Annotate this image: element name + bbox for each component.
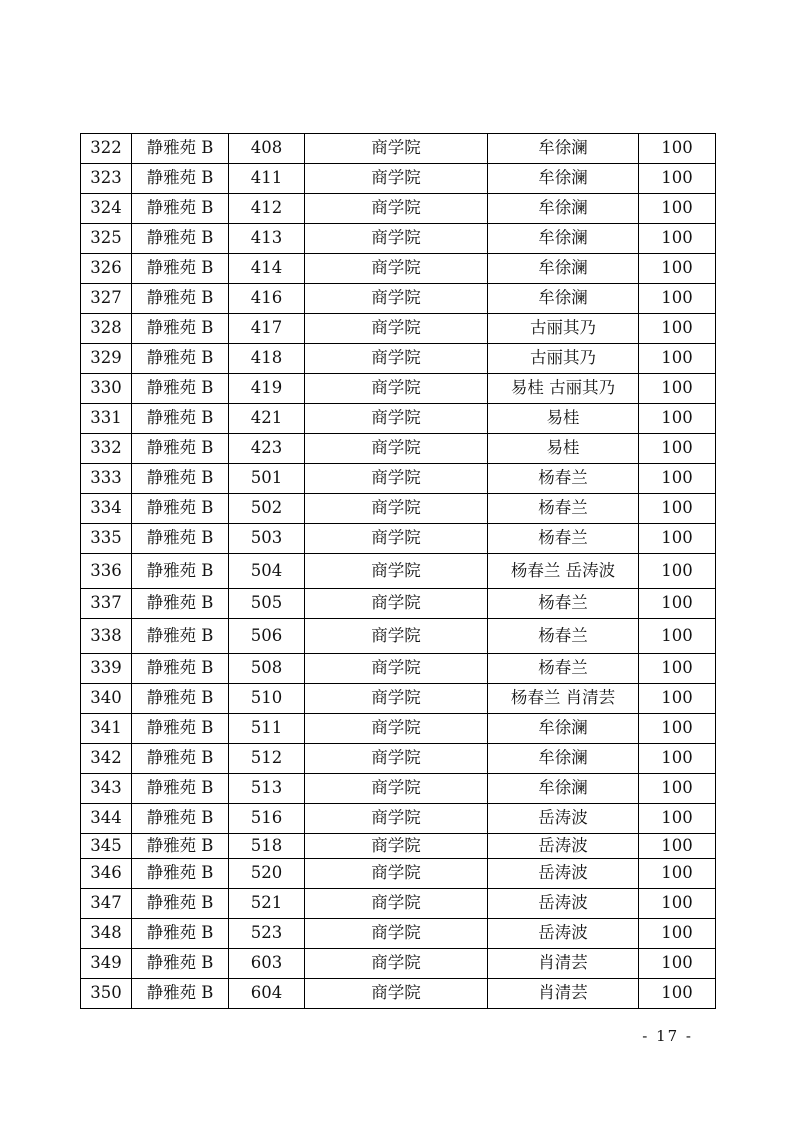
counselor-cell: 古丽其乃: [488, 344, 639, 374]
score-cell: 100: [639, 859, 716, 889]
room-cell: 518: [229, 834, 305, 859]
row-number-cell: 348: [81, 919, 132, 949]
row-number-cell: 342: [81, 744, 132, 774]
room-cell: 501: [229, 464, 305, 494]
building-cell: 静雅苑 B: [132, 804, 229, 834]
room-cell: 419: [229, 374, 305, 404]
college-cell: 商学院: [305, 744, 488, 774]
building-cell: 静雅苑 B: [132, 859, 229, 889]
table-row: [81, 714, 716, 744]
building-cell: 静雅苑 B: [132, 464, 229, 494]
score-cell: 100: [639, 374, 716, 404]
row-number-cell: 322: [81, 134, 132, 164]
counselor-cell: 易桂: [488, 434, 639, 464]
table-row: [81, 979, 716, 1009]
table-row: [81, 684, 716, 714]
row-number-cell: 332: [81, 434, 132, 464]
table-row: [81, 774, 716, 804]
table-row: [81, 834, 716, 859]
building-cell: 静雅苑 B: [132, 494, 229, 524]
page-number: - 17 -: [642, 1027, 693, 1045]
college-cell: 商学院: [305, 404, 488, 434]
score-cell: 100: [639, 714, 716, 744]
counselor-cell: 岳涛波: [488, 919, 639, 949]
building-cell: 静雅苑 B: [132, 134, 229, 164]
room-cell: 414: [229, 254, 305, 284]
counselor-cell: 肖清芸: [488, 949, 639, 979]
score-cell: 100: [639, 224, 716, 254]
row-number-cell: 330: [81, 374, 132, 404]
building-cell: 静雅苑 B: [132, 714, 229, 744]
building-cell: 静雅苑 B: [132, 164, 229, 194]
score-cell: 100: [639, 314, 716, 344]
score-cell: 100: [639, 804, 716, 834]
counselor-cell: 杨春兰: [488, 589, 639, 619]
college-cell: 商学院: [305, 834, 488, 859]
room-cell: 503: [229, 524, 305, 554]
row-number-cell: 341: [81, 714, 132, 744]
table-row: [81, 164, 716, 194]
college-cell: 商学院: [305, 774, 488, 804]
score-cell: 100: [639, 834, 716, 859]
college-cell: 商学院: [305, 164, 488, 194]
counselor-cell: 牟徐澜: [488, 194, 639, 224]
building-cell: 静雅苑 B: [132, 554, 229, 589]
score-cell: 100: [639, 949, 716, 979]
college-cell: 商学院: [305, 979, 488, 1009]
table-row: [81, 344, 716, 374]
row-number-cell: 326: [81, 254, 132, 284]
room-cell: 413: [229, 224, 305, 254]
row-number-cell: 324: [81, 194, 132, 224]
building-cell: 静雅苑 B: [132, 314, 229, 344]
table-row: [81, 744, 716, 774]
college-cell: 商学院: [305, 134, 488, 164]
score-cell: 100: [639, 254, 716, 284]
table-row: [81, 254, 716, 284]
row-number-cell: 343: [81, 774, 132, 804]
college-cell: 商学院: [305, 949, 488, 979]
counselor-cell: 杨春兰: [488, 464, 639, 494]
room-cell: 423: [229, 434, 305, 464]
score-cell: 100: [639, 889, 716, 919]
counselor-cell: 易桂: [488, 404, 639, 434]
room-cell: 408: [229, 134, 305, 164]
college-cell: 商学院: [305, 254, 488, 284]
counselor-cell: 杨春兰: [488, 524, 639, 554]
row-number-cell: 327: [81, 284, 132, 314]
college-cell: 商学院: [305, 654, 488, 684]
table-row: [81, 554, 716, 589]
table-row: [81, 919, 716, 949]
table-row: [81, 284, 716, 314]
building-cell: 静雅苑 B: [132, 744, 229, 774]
table-row: [81, 194, 716, 224]
room-cell: 502: [229, 494, 305, 524]
room-cell: 516: [229, 804, 305, 834]
dormitory-score-table: [80, 133, 716, 1009]
building-cell: 静雅苑 B: [132, 404, 229, 434]
college-cell: 商学院: [305, 224, 488, 254]
room-cell: 603: [229, 949, 305, 979]
building-cell: 静雅苑 B: [132, 224, 229, 254]
table-row: [81, 889, 716, 919]
counselor-cell: 杨春兰: [488, 654, 639, 684]
college-cell: 商学院: [305, 374, 488, 404]
counselor-cell: 杨春兰: [488, 494, 639, 524]
college-cell: 商学院: [305, 194, 488, 224]
score-cell: 100: [639, 684, 716, 714]
row-number-cell: 337: [81, 589, 132, 619]
building-cell: 静雅苑 B: [132, 344, 229, 374]
row-number-cell: 325: [81, 224, 132, 254]
building-cell: 静雅苑 B: [132, 524, 229, 554]
college-cell: 商学院: [305, 889, 488, 919]
college-cell: 商学院: [305, 464, 488, 494]
table-row: [81, 589, 716, 619]
counselor-cell: 牟徐澜: [488, 254, 639, 284]
counselor-cell: 岳涛波: [488, 889, 639, 919]
room-cell: 521: [229, 889, 305, 919]
table-row: [81, 859, 716, 889]
building-cell: 静雅苑 B: [132, 374, 229, 404]
room-cell: 412: [229, 194, 305, 224]
score-cell: 100: [639, 434, 716, 464]
row-number-cell: 323: [81, 164, 132, 194]
college-cell: 商学院: [305, 804, 488, 834]
score-cell: 100: [639, 619, 716, 654]
table-row: [81, 464, 716, 494]
score-cell: 100: [639, 494, 716, 524]
score-cell: 100: [639, 919, 716, 949]
counselor-cell: 杨春兰 岳涛波: [488, 554, 639, 589]
score-cell: 100: [639, 554, 716, 589]
building-cell: 静雅苑 B: [132, 684, 229, 714]
score-cell: 100: [639, 654, 716, 684]
score-cell: 100: [639, 744, 716, 774]
counselor-cell: 肖清芸: [488, 979, 639, 1009]
counselor-cell: 牟徐澜: [488, 284, 639, 314]
counselor-cell: 牟徐澜: [488, 714, 639, 744]
room-cell: 512: [229, 744, 305, 774]
score-cell: 100: [639, 524, 716, 554]
counselor-cell: 岳涛波: [488, 834, 639, 859]
building-cell: 静雅苑 B: [132, 194, 229, 224]
college-cell: 商学院: [305, 619, 488, 654]
college-cell: 商学院: [305, 554, 488, 589]
counselor-cell: 牟徐澜: [488, 774, 639, 804]
table-row: [81, 314, 716, 344]
counselor-cell: 牟徐澜: [488, 744, 639, 774]
counselor-cell: 古丽其乃: [488, 314, 639, 344]
counselor-cell: 易桂 古丽其乃: [488, 374, 639, 404]
room-cell: 510: [229, 684, 305, 714]
college-cell: 商学院: [305, 684, 488, 714]
score-cell: 100: [639, 979, 716, 1009]
row-number-cell: 329: [81, 344, 132, 374]
row-number-cell: 336: [81, 554, 132, 589]
counselor-cell: 牟徐澜: [488, 134, 639, 164]
college-cell: 商学院: [305, 524, 488, 554]
building-cell: 静雅苑 B: [132, 919, 229, 949]
room-cell: 520: [229, 859, 305, 889]
building-cell: 静雅苑 B: [132, 434, 229, 464]
table-row: [81, 404, 716, 434]
room-cell: 604: [229, 979, 305, 1009]
room-cell: 416: [229, 284, 305, 314]
building-cell: 静雅苑 B: [132, 979, 229, 1009]
score-cell: 100: [639, 774, 716, 804]
room-cell: 511: [229, 714, 305, 744]
building-cell: 静雅苑 B: [132, 889, 229, 919]
building-cell: 静雅苑 B: [132, 254, 229, 284]
building-cell: 静雅苑 B: [132, 589, 229, 619]
building-cell: 静雅苑 B: [132, 774, 229, 804]
room-cell: 418: [229, 344, 305, 374]
row-number-cell: 333: [81, 464, 132, 494]
counselor-cell: 牟徐澜: [488, 164, 639, 194]
table-row: [81, 224, 716, 254]
table-row: [81, 619, 716, 654]
building-cell: 静雅苑 B: [132, 284, 229, 314]
row-number-cell: 347: [81, 889, 132, 919]
row-number-cell: 345: [81, 834, 132, 859]
row-number-cell: 335: [81, 524, 132, 554]
table-row: [81, 804, 716, 834]
row-number-cell: 350: [81, 979, 132, 1009]
row-number-cell: 331: [81, 404, 132, 434]
college-cell: 商学院: [305, 714, 488, 744]
score-cell: 100: [639, 284, 716, 314]
college-cell: 商学院: [305, 344, 488, 374]
college-cell: 商学院: [305, 314, 488, 344]
college-cell: 商学院: [305, 434, 488, 464]
row-number-cell: 338: [81, 619, 132, 654]
score-cell: 100: [639, 464, 716, 494]
row-number-cell: 334: [81, 494, 132, 524]
table-row: [81, 524, 716, 554]
counselor-cell: 岳涛波: [488, 804, 639, 834]
counselor-cell: 牟徐澜: [488, 224, 639, 254]
room-cell: 506: [229, 619, 305, 654]
row-number-cell: 328: [81, 314, 132, 344]
table-row: [81, 654, 716, 684]
score-cell: 100: [639, 164, 716, 194]
room-cell: 505: [229, 589, 305, 619]
table-body: [81, 134, 716, 1009]
room-cell: 411: [229, 164, 305, 194]
college-cell: 商学院: [305, 494, 488, 524]
building-cell: 静雅苑 B: [132, 834, 229, 859]
counselor-cell: 岳涛波: [488, 859, 639, 889]
counselor-cell: 杨春兰 肖清芸: [488, 684, 639, 714]
table-row: [81, 494, 716, 524]
building-cell: 静雅苑 B: [132, 654, 229, 684]
building-cell: 静雅苑 B: [132, 949, 229, 979]
room-cell: 508: [229, 654, 305, 684]
college-cell: 商学院: [305, 284, 488, 314]
row-number-cell: 340: [81, 684, 132, 714]
row-number-cell: 346: [81, 859, 132, 889]
room-cell: 417: [229, 314, 305, 344]
score-cell: 100: [639, 344, 716, 374]
score-cell: 100: [639, 404, 716, 434]
score-cell: 100: [639, 589, 716, 619]
college-cell: 商学院: [305, 859, 488, 889]
college-cell: 商学院: [305, 919, 488, 949]
room-cell: 523: [229, 919, 305, 949]
row-number-cell: 349: [81, 949, 132, 979]
row-number-cell: 339: [81, 654, 132, 684]
table-row: [81, 434, 716, 464]
room-cell: 504: [229, 554, 305, 589]
room-cell: 421: [229, 404, 305, 434]
college-cell: 商学院: [305, 589, 488, 619]
room-cell: 513: [229, 774, 305, 804]
counselor-cell: 杨春兰: [488, 619, 639, 654]
row-number-cell: 344: [81, 804, 132, 834]
table-row: [81, 949, 716, 979]
score-cell: 100: [639, 134, 716, 164]
table-row: [81, 374, 716, 404]
score-cell: 100: [639, 194, 716, 224]
table-row: [81, 134, 716, 164]
building-cell: 静雅苑 B: [132, 619, 229, 654]
